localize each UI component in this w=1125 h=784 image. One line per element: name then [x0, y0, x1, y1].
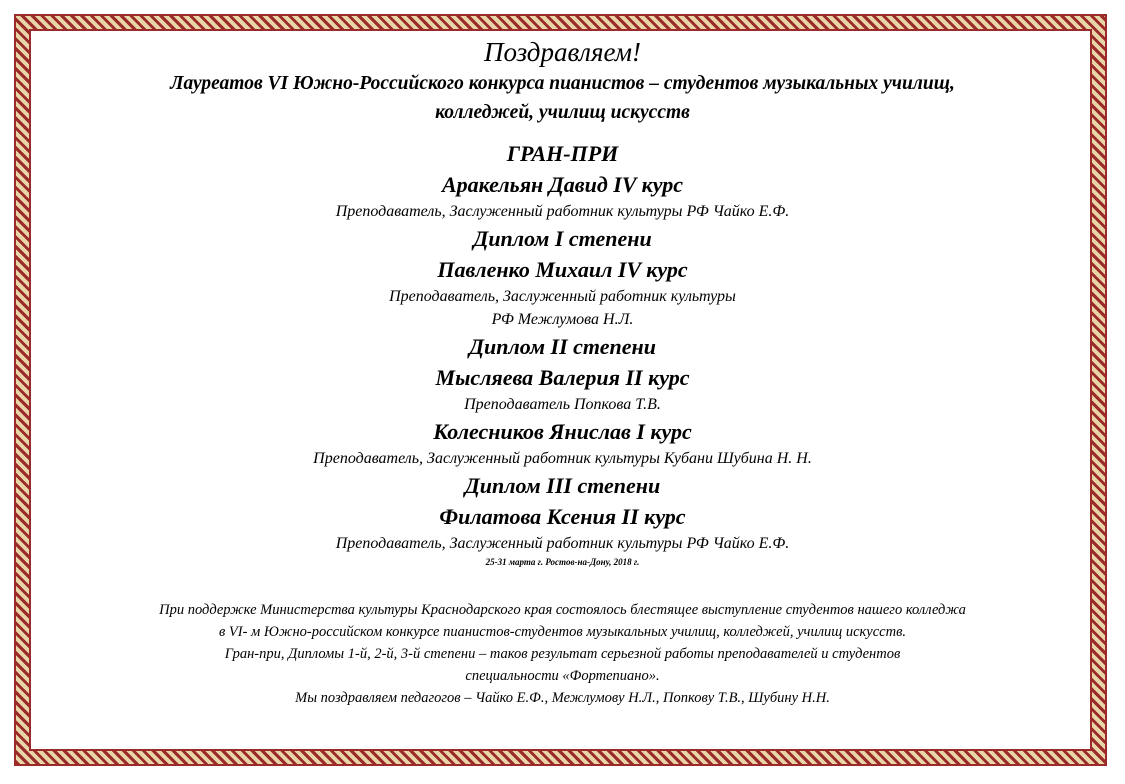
- award-title: Диплом III степени: [464, 473, 661, 498]
- laureate-name: Мысляева Валерия II курс: [435, 365, 690, 390]
- teacher-line: РФ Межлумова Н.Л.: [491, 311, 634, 328]
- teacher-line: Преподаватель, Заслуженный работник культуры Кубани Шубина Н. Н.: [313, 450, 812, 467]
- teacher-line: Преподаватель, Заслуженный работник культуры РФ Чайко Е.Ф.: [335, 535, 790, 552]
- footer-line: Гран-при, Дипломы 1-й, 2-й, 3-й степени – таков результат серьезной работы преподавателей и студентов: [224, 646, 901, 662]
- footer-text: [40, 599, 1085, 709]
- teacher-line: Преподаватель, Заслуженный работник культуры: [389, 288, 736, 305]
- laureate-name: Аракельян Давид IV курс: [441, 172, 683, 197]
- diploma-1-section: [40, 223, 1085, 331]
- footer-line: При поддержке Министерства культуры Краснодарского края состоялось блестящее выступление студентов нашего колледжа: [159, 602, 966, 618]
- subtitle-line-2: колледжей, училищ искусств: [435, 102, 690, 123]
- award-title: Диплом I степени: [473, 226, 652, 251]
- page-title: Поздравляем!: [483, 37, 642, 67]
- footer-line: Мы поздравляем педагогов – Чайко Е.Ф., Межлумову Н.Л., Попкову Т.В., Шубину Н.Н.: [295, 690, 830, 706]
- teacher-line: Преподаватель, Заслуженный работник культуры РФ Чайко Е.Ф.: [335, 203, 790, 220]
- certificate-content: [40, 36, 1085, 709]
- award-title: ГРАН-ПРИ: [506, 141, 619, 166]
- footer-line: в VI- м Южно-российском конкурсе пианистов-студентов музыкальных училищ, колледжей, училищ искусств.: [218, 624, 907, 640]
- award-title: Диплом II степени: [469, 334, 656, 359]
- laureate-name: Филатова Ксения II курс: [439, 504, 686, 529]
- place-date: 25-31 марта г. Ростов-на-Дону, 2018 г.: [485, 557, 640, 567]
- laureate-name: Колесников Янислав I курс: [433, 419, 692, 444]
- footer-line: специальности «Фортепиано».: [465, 668, 660, 684]
- laureate-name: Павленко Михаил IV курс: [437, 257, 688, 282]
- diploma-2-section: [40, 331, 1085, 470]
- subtitle-line-1: Лауреатов VI Южно-Российского конкурса пианистов – студентов музыкальных училищ,: [170, 73, 955, 94]
- grand-prix-section: [40, 138, 1085, 223]
- teacher-line: Преподаватель Попкова Т.В.: [464, 396, 661, 413]
- diploma-3-section: [40, 470, 1085, 555]
